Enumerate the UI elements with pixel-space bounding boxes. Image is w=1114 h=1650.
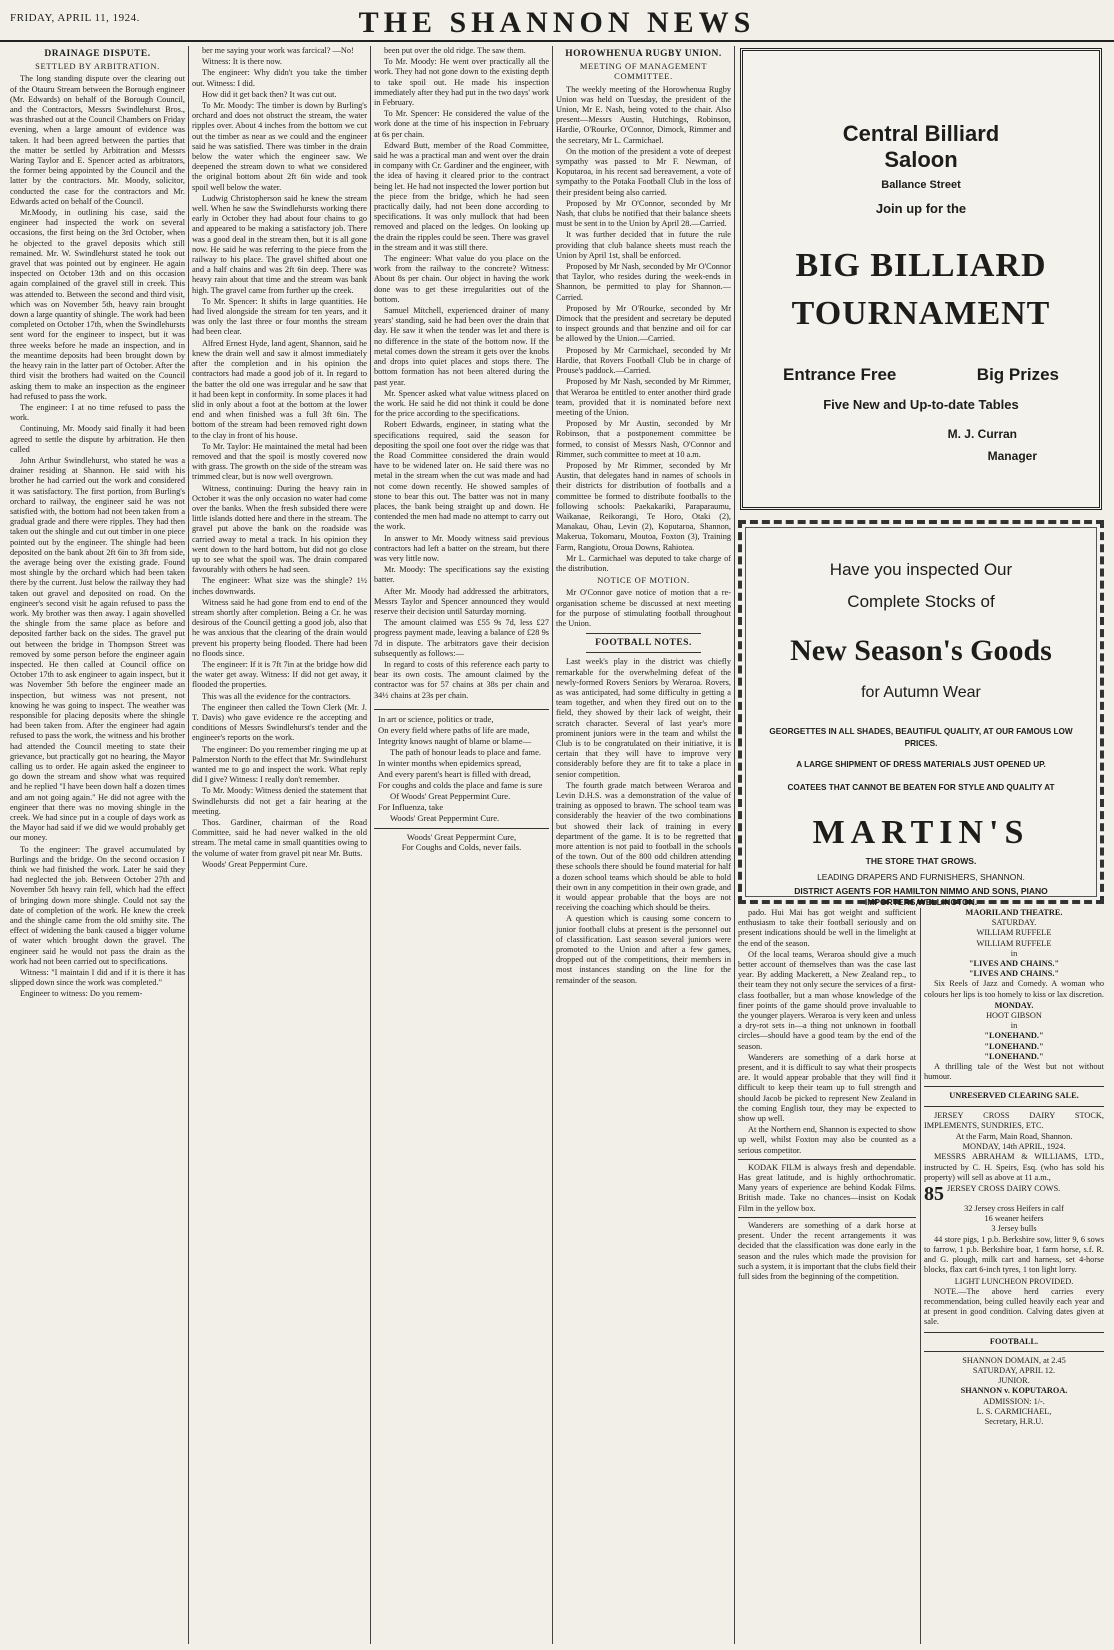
store-tagline: THE STORE THAT GROWS. xyxy=(865,856,977,866)
poem-line: In winter months when epidemics spread, xyxy=(378,757,522,768)
article-paragraph: The long standing dispute over the clearing out of the Otauru Stream between the Borough engineer (Mr. Edwards) on behalf of the Borough Council, and the Contractors, Messrs Swindlehurst Bros., was thrashed out at the Council Chambers on Friday evening, when a large amount of evidence was taken. It had been agreed between the parties that the matter be settled by Arbitration and Messrs Waring Taylor and E. Spencer acted as arbitrators, the former being appointed by the Council and the latter by the contractors. Mr. Moody, solicitor, conducted the case for the contractors and Mr. Edwards acted on behalf of the Council. xyxy=(10,74,185,206)
poem-line: For Influenza, take xyxy=(378,801,444,812)
ad-line: COATEES THAT CANNOT BE BEATEN FOR STYLE AND QUALITY AT xyxy=(787,783,1055,792)
ad-title xyxy=(743,121,1099,173)
article-paragraph: It was further decided that in future the rule providing that club balance sheets must reach the Union by April 1st, shall be enforced. xyxy=(556,230,731,260)
section-rule xyxy=(586,652,701,653)
article-paragraph: To Mr. Moody: Witness denied the statement that Swindlehursts did not get a fair hearing at the meeting. xyxy=(192,786,367,816)
article-heading: DRAINAGE DISPUTE. xyxy=(44,49,151,59)
article-paragraph: Witness: "I maintain I did and if it is there it has slipped down since the work was completed." xyxy=(10,968,185,988)
article-paragraph: A question which is causing some concern to junior football clubs at present is the personnel out of classification. Last season several juniors were promoted to the Union and after a few games, dropped out of the competitions, their members in most instances standing on the line for the remainder of the season. xyxy=(556,914,731,985)
article-paragraph: Proposed by Mr O'Rourke, seconded by Mr Dimock that the president and secretary be deputed to inspect grounds and that benzine and oil for car be allowed by the Union.—Carried. xyxy=(556,303,731,344)
article-paragraph: Mr L. Carmichael was deputed to take charge of the distribution. xyxy=(556,553,731,573)
article-paragraph: Woods' Great Peppermint Cure. xyxy=(202,859,308,869)
ad-title-line: Central Billiard xyxy=(842,121,1000,146)
article-paragraph: John Arthur Swindlehurst, who stated he was a drainer residing at Shannon. He said with his brother he had carried out the work and considered it was satisfactory. The first portion, from Burling's orchard to railway, the engineer said he was not satisfied with, the bottom had not been taken from a gradual grade and there were ripples. They had then taken out the shingle and cut out timber in one piece pointed out by the engineer. The shingle had been deposited on the bank about 2ft 6in to 3ft from side, the average being over the existing grade. Found most shingle by the orchard which had been taken there by the current. Just below the railway they had taken out gravel and deposited on road. On the engineer's second visit he again refused to pass the work. My brother was then away. I again shovelled the shingle from the same place as before and deposited farther back on the sides. The gravel put out between the bridge in Thompson Street was removed by some person before the engineer again inspected. He then called at Council office on October 17th to ask engineer to again inspect, but it was November 5th before the engineer made an inspection, but witness was not present, not knowing he was going to inspect. The weather was responsible for placing deposits where the shingle had been taken from. After the engineer had again refused to pass the work, the witness and his brother had attended the Council meeting to state their grievance, but practically got no hearing, the Mayor calling us to order. He again asked the engineer to go down the stream and show what was required and he replied "I have been down half a dozen times and am not going again." He did not agree with the engineer that there was no moving shingle in the creek. We had since put in a couple of days work as the Mayor had said if we did we would probably get our money. xyxy=(10,455,185,843)
column-notices xyxy=(924,908,1104,1644)
article-paragraph: To Mr. Moody: He went over practically all the work. They had not gone down to the existing depth to take spoil out. He made his inspection immediately after they had put in the two days' work in February. xyxy=(374,57,549,108)
notice-heading: NOTICE OF MOTION. xyxy=(597,575,690,586)
column-football-notes-continued xyxy=(738,908,916,1644)
football-line: SHANNON DOMAIN, at 2.45 xyxy=(962,1355,1066,1365)
film-title: "LONEHAND." xyxy=(984,1051,1044,1061)
column-rugby-union xyxy=(556,46,731,1644)
football-line: ADMISSION: 1/-. xyxy=(983,1396,1045,1406)
article-paragraph: Proposed by Mr Rimmer, seconded by Mr Austin, that delegates hand in names of schools in their districts for distribution of footballs and a committee be formed to distribute footballs to the following schools: Paekakariki, Paraparaumu, Waikanae, Reikorangi, Te Horo, Otaki (2), Manakau, Ohau, Levin (2), Koputaroa, Shannon, Makerua, Tokomaru, Moutoa, Foxton (3), Training Farm, Rangiotu, Oroua Downs, Rahiotea. xyxy=(556,460,731,552)
sale-line: JERSEY CROSS DAIRY COWS. xyxy=(947,1184,1061,1194)
sale-line: 32 Jersey cross Heifers in calf xyxy=(964,1204,1064,1214)
ad-line: Woods' Great Peppermint Cure, xyxy=(406,831,517,842)
article-paragraph: The engineer: I at no time refused to pass the work. xyxy=(10,402,185,423)
ad-line: DISTRICT AGENTS FOR HAMILTON NIMMO AND SONS, PIANO IMPORTERS,WELLINGTON. xyxy=(794,886,1048,907)
sale-heading: UNRESERVED CLEARING SALE. xyxy=(949,1091,1079,1101)
article-paragraph: Of the local teams, Weraroa should give a much better account of themselves than was the case last year. By adding Mackerett, a New Zealand rep., to their team they not only secure the services of a first-class footballer, but a man whose knowledge of the finer points of the game should prove invaluable to the younger players. Weraroa is very keen and unless a dry-rot sets in—a thing not unknown in football circles—should have a good team by the end of the season. xyxy=(738,949,916,1051)
article-paragraph: Engineer to witness: Do you remem- xyxy=(20,989,143,999)
ad-line: for Autumn Wear xyxy=(861,684,981,701)
ad-line: GEORGETTES IN ALL SHADES, BEAUTIFUL QUALITY, AT OUR FAMOUS LOW PRICES. xyxy=(769,727,1073,748)
kodak-ad: KODAK FILM is always fresh and dependable. Has great latitude, and is highly orthochromatic. Many years of experience are behind Kodak Films. British made. Take no chances—insist on Kodak Film in the yellow box. xyxy=(738,1159,916,1218)
column-drainage-continued xyxy=(192,46,367,1644)
ad-line: LEADING DRAPERS AND FURNISHERS, SHANNON. xyxy=(817,872,1025,882)
article-paragraph: ber me saying your work was farcical? —No! xyxy=(202,46,354,55)
billiard-saloon-ad xyxy=(740,48,1102,510)
theatre-star: WILLIAM RUFFELE xyxy=(976,938,1052,948)
article-paragraph: Continuing, Mr. Moody said finally it had been agreed to settle the dispute by arbitration. He then called xyxy=(10,424,185,454)
martins-drapers-ad xyxy=(738,520,1104,907)
theatre-day: SATURDAY. xyxy=(991,918,1037,928)
article-paragraph: Proposed by Mr Carmichael, seconded by Mr Hardie, that Rovers Football Club be in charge of Prouse's paddock.—Carried. xyxy=(556,345,731,376)
ad-title-line: Saloon xyxy=(884,147,958,172)
section-rule xyxy=(924,1086,1104,1087)
article-paragraph: The engineer: What size was the shingle? 1½ inches downwards. xyxy=(192,576,367,596)
film-description: A thrilling tale of the West but not without humour. xyxy=(924,1062,1104,1082)
section-rule xyxy=(924,1332,1104,1333)
article-paragraph: Mr. Spencer asked what value witness placed on the work. He said he did not think it could be done for the price according to the specifications. xyxy=(374,388,549,419)
theatre-in: in xyxy=(1010,1021,1018,1031)
theatre-star: HOOT GIBSON xyxy=(986,1011,1042,1021)
poem-line: The path of honour leads to place and fame. xyxy=(390,746,542,757)
article-paragraph: Alfred Ernest Hyde, land agent, Shannon, said he knew the drain well and saw it almost immediately after the completion and in his opinion the contractors had made a good job of it. In regard to the batter the old one was irregular and he saw that it had been kept in conformity. In some places it had slid in only about a foot at the bottom at the lower end and when finished was a full 3ft 6in. The bottom of the stream had been removed right down to the clay in front of his house. xyxy=(192,338,367,440)
sale-line: JERSEY CROSS DAIRY STOCK, IMPLEMENTS, SUNDRIES, ETC. xyxy=(924,1110,1104,1130)
sale-line: MESSRS ABRAHAM & WILLIAMS, LTD., instructed by C. H. Speirs, Esq. (who has sold his property) will sell as above at 11 a.m., xyxy=(924,1152,1104,1182)
article-paragraph: Thos. Gardiner, chairman of the Road Committee, said he had never walked in the old stream. The metal came in small quantities owing to the volume of water from gravel pit near Mr. Butts. xyxy=(192,818,367,858)
article-paragraph: Robert Edwards, engineer, in stating what the specifications required, said the season for depositing the spoil one foot over the ridge was that the Road Committee considered the drain would have to be widened later on. He said there was no metal in the stream when the cut was made and had not come down recently. He showed samples of stone to bear this out. The batter was not in many places, the bank being straight up and down. He contended the men had made no attempt to carry out the work. xyxy=(374,420,549,532)
football-line: Secretary, H.R.U. xyxy=(984,1416,1044,1426)
football-line: JUNIOR. xyxy=(998,1376,1030,1386)
theatre-day: MONDAY. xyxy=(994,1000,1034,1010)
article-paragraph: How did it get back then? It was cut out. xyxy=(202,89,337,99)
football-line: L. S. CARMICHAEL, xyxy=(976,1406,1052,1416)
section-rule xyxy=(586,633,701,634)
ad-join: Join up for the xyxy=(875,201,967,216)
article-paragraph: The engineer: Why didn't you take the timber out. Witness: I did. xyxy=(192,68,367,88)
sale-line: NOTE.—The above herd carries every recommendation, being culled heavily each year and at present in good condition. Calving dates given at sale. xyxy=(924,1286,1104,1327)
film-title: "LONEHAND." xyxy=(984,1041,1044,1051)
article-paragraph: To the engineer: The gravel accumulated by Burlings and the bridge. On the second occasion I think we had finished the work. Later he said they had neglected the job. Between October 27th and November 5th heavy rain fell, which had the effect of bringing down more shingle. Could not say the date of completion of the work. He knew the creek and the shingle came from the old smithy site. The effect of widening the bank caused a bigger volume of water which brought down the gravel. The engineer said he would not pass the drain as the work had not been carried out to specifications. xyxy=(10,844,185,966)
column-drainage-final xyxy=(374,46,549,1644)
column-divider xyxy=(920,908,921,1644)
film-title: "LONEHAND." xyxy=(984,1031,1044,1041)
poem-line: Woods' Great Peppermint Cure. xyxy=(390,812,500,823)
article-subheading: SETTLED BY ARBITRATION. xyxy=(35,61,160,72)
ad-line: Have you inspected Our xyxy=(829,560,1013,579)
sale-cows xyxy=(924,1183,1104,1206)
ad-street: Ballance Street xyxy=(881,179,961,191)
sale-line: 3 Jersey bulls xyxy=(991,1224,1037,1234)
article-paragraph: been put over the old ridge. The saw them. xyxy=(384,46,526,55)
article-paragraph: Witness said he had gone from end to end of the stream shortly after completion. Being a Cr. he was desirous of the Council getting a good job, also that he was anxious that the clearing of the drain would prevent his property being flooded. There had been no floods since. xyxy=(192,597,367,658)
film-description: Six Reels of Jazz and Comedy. A woman who colours her lips is too homely to kiss or lax discretion. xyxy=(924,979,1104,999)
article-paragraph: The amount claimed was £55 9s 7d, less £27 progress payment made, leaving a balance of £28 9s 7d in dispute. The arbitrators gave their decision subsequently as follows:— xyxy=(374,618,549,658)
poem-line: Integrity knows naught of blame or blame— xyxy=(378,735,532,746)
football-line: SHANNON v. KOPUTAROA. xyxy=(960,1386,1068,1396)
article-paragraph: The fourth grade match between Weraroa and Levin D.H.S. was a demonstration of the value of training as opposed to brawn. The school team was considerably the heavier of the two combinations but showed their lack of training in every department of the game. It is to be regretted that more attention is not paid to football in the schools of the town. Out of the 800 odd children attending these schools there should be found material for half a dozen school teams which should be able to hold their own in any competition in their own grade, and it would appear probable that the boys are not receiving the coaching which should be theirs. xyxy=(556,780,731,913)
column-divider xyxy=(552,46,553,1644)
poem-line: On every field where paths of life are made, xyxy=(378,724,530,735)
article-paragraph: The engineer: If it is 7ft 7in at the bridge how did the water get away. Witness: If did not get away, it flooded the properties. xyxy=(192,659,367,690)
article-paragraph: pado. Hui Mai has got weight and sufficient enthusiasm to take their football seriously and on present indications should be well in the limelight at the end of the season. xyxy=(738,908,916,948)
poem-line: And every parent's heart is filled with dread, xyxy=(378,768,531,779)
article-paragraph: In answer to Mr. Moody witness said previous contractors had left a batter on the stream, but there was very little now. xyxy=(374,533,549,563)
article-paragraph: At the Northern end, Shannon is expected to show up well, whilst Foxton may also be counted as a serious competitor. xyxy=(738,1125,916,1155)
issue-date: FRIDAY, APRIL 11, 1924. xyxy=(10,12,140,24)
article-paragraph: Ludwig Christopherson said he knew the stream well. When he saw the Swindlehursts working there early in October they had about four chains to go and appeared to be making a satisfactory job. There was a good deal in the stream then, but it is all gone now. He said he was referring to the piece from the railway to his place. The gravel shifted about one and a half chains and was 2ft 6in deep. There was heavy rain about that time and the stream was bank high. The gravel came from further up the creek. xyxy=(192,193,367,295)
article-paragraph: Witness: It is there now. xyxy=(202,57,283,67)
sale-line: 44 store pigs, 1 p.b. Berkshire sow, litter 9, 6 sows to farrow, 1 p.b. Berkshire boar, 1 farm horse, s.f. R. and G. plough, milk cart and harness, set 4-horse blocks, flax cart 6-inch tyres, 1 ton light lorry. xyxy=(924,1234,1104,1275)
article-paragraph: The engineer: What value do you place on the work from the railway to the concrete? Witness: About 8s per chain. Our object in having the work done was to get these irregularities out of the bottom. xyxy=(374,254,549,304)
sale-line: MONDAY, 14th APRIL, 1924. xyxy=(962,1142,1066,1152)
ad-entrance-free: Entrance Free xyxy=(783,365,897,384)
ad-tournament: TOURNAMENT xyxy=(791,295,1051,332)
poem-line: In art or science, politics or trade, xyxy=(378,713,494,724)
column-divider xyxy=(370,46,371,1644)
article-paragraph: In regard to costs of this reference each party to bear its own costs. The amount claimed by the contractor was for 57 chains at 38s per chain and 34½ chains at 23s per chain. xyxy=(374,659,549,700)
article-paragraph: Last week's play in the district was chiefly remarkable for the overwhelming defeat of the newly-formed Rovers Seniors by Weraroa. Rovers, as was anticipated, had some difficulty in getting a team together, and when they fired out on to the field, they showed by their lack of weight, their scratch character. Several of last year's more prominent juniors were in the team and whilst the Club is to be congratulated on their initiative, it is certain that they will have to improve very considerably before they are fit to take a place in senior competition. xyxy=(556,657,731,779)
football-heading: FOOTBALL. xyxy=(989,1336,1039,1346)
theatre-heading: MAORILAND THEATRE. xyxy=(965,908,1063,917)
article-paragraph: To Mr. Taylor: He maintained the metal had been removed and that the spoil is mostly covered now with grass. The growth on the side of the stream was trimmed clear, but is now well overgrown. xyxy=(192,441,367,482)
manager-name: M. J. Curran xyxy=(947,427,1017,441)
manager-title: Manager xyxy=(987,449,1037,463)
ad-manager xyxy=(948,423,1037,467)
article-heading: HOROWHENUA RUGBY UNION. xyxy=(565,49,722,59)
store-name: MARTIN'S xyxy=(812,814,1030,851)
article-paragraph: Mr.Moody, in outlining his case, said the engineer had inspected the work on several occasions, the first being on the 3rd October, when he objected to the gravel deposits which still remained. Mr. W. Swindlehurst stated he took out gravel that was pointed out by engineer. He again inspected on October 13th and on this occasion again complained of the gravel still in creek. This was attended to. Between the second and third visit, which was on November 5th, heavy rain brought down a large quantity of shingle. The work had been completed on October 17th, when the Swindlehursts sent word for the engineer to inspect, but it was three weeks before he made an inspection, and in the meantime deposits had been brought down by the heavy rain in the latter part of October. After the third visit the brothers had waited on the Council asking them to make an inspection as the engineer had refused to pass the work. xyxy=(10,208,185,401)
masthead xyxy=(0,0,1114,42)
article-paragraph: Mr O'Connor gave notice of motion that a re-organisation scheme be discussed at next meeting for the purpose of stimulating football throughout the Union. xyxy=(556,588,731,628)
column-divider xyxy=(188,46,189,1644)
section-rule xyxy=(924,1351,1104,1352)
ad-big-billiard: BIG BILLIARD xyxy=(795,247,1047,284)
sale-line: At the Farm, Main Road, Shannon. xyxy=(955,1132,1073,1142)
article-paragraph: This was all the evidence for the contractors. xyxy=(202,691,351,701)
article-paragraph: Wanderers are something of a dark horse at present, and it is difficult to say what their prospects are. It would appear probable that they will find it difficult to keep their team up to full strength and should Jacob be picked to represent New Zealand in the coming English tour, they may be expected to show up well. xyxy=(738,1052,916,1124)
sale-number: 85 xyxy=(924,1183,944,1206)
theatre-star: WILLIAM RUFFELE xyxy=(976,928,1052,938)
article-paragraph: Proposed by Mr Nash, seconded by Mr O'Connor that Taylor, who resides during the week-ends in Shannon, be permitted to play for Shannon.—Carried. xyxy=(556,262,731,302)
sale-line: 16 weaner heifers xyxy=(984,1214,1044,1224)
article-paragraph: The weekly meeting of the Horowhenua Rugby Union was held on Tuesday, the president of the Union, Mr E. Nash, being voted to the chair. Also present—Messrs Austin, Hutchings, Robinson, Hardie, O'Rourke, O'Connor, Dimock, Rimmer and the secretary, Mr L. Carmichael. xyxy=(556,84,731,145)
ad-line: A LARGE SHIPMENT OF DRESS MATERIALS JUST OPENED UP. xyxy=(796,760,1046,769)
ad-line: For Coughs and Colds, never fails. xyxy=(401,842,522,852)
ad-big-prizes: Big Prizes xyxy=(976,365,1059,384)
article-paragraph: Wanderers are something of a dark horse at present. Under the recent arrangements it was decided that the classification was done early in the season and the rules which made the provision for such a system, it is important that the clubs field their full sides from the beginning of the competition. xyxy=(738,1220,916,1281)
theatre-in: in xyxy=(1010,948,1018,958)
article-paragraph: Proposed by Mr Nash, seconded by Mr Rimmer, that Weraroa be entitled to enter another third grade team, provided that it is nominated before next meeting of the Union. xyxy=(556,377,731,417)
article-paragraph: Proposed by Mr O'Connor, seconded by Mr Nash, that clubs be notified that their balance sheets must be sent in to the Union by April 28.—Carried. xyxy=(556,198,731,229)
article-paragraph: To Mr. Spencer: He considered the value of the work done at the time of his inspection in February at 6s per chain. xyxy=(374,109,549,139)
film-title: "LIVES AND CHAINS." xyxy=(968,959,1060,969)
article-paragraph: Mr. Moody: The specifications say the existing batter. xyxy=(374,565,549,585)
article-paragraph: Proposed by Mr Austin, seconded by Mr Robinson, that a postponement committee be formed, to consist of Messrs Nash, O'Connor and Rimmer, such committee to meet at 10 a.m. xyxy=(556,419,731,459)
article-subheading: MEETING OF MANAGEMENT COMMITTEE. xyxy=(579,61,708,82)
article-paragraph: Samuel Mitchell, experienced drainer of many years' standing, said he had been over the drain that day. He saw it when the tender was let and there is no difference in the state of the bottom now. If the metal comes down the stream it gets over the knobs and drops into quiet places and stops there. The bottom formation has not been altered during the past year. xyxy=(374,306,549,387)
ad-headline: New Season's Goods xyxy=(790,634,1052,667)
article-paragraph: The engineer: Do you remember ringing me up at Palmerston North to the effect that Mr. Swindlehurst wanted me to go and inspect the work. What reply did I give? Witness: I really don't remember. xyxy=(192,744,367,785)
article-paragraph: After Mr. Moody had addressed the arbitrators, Messrs Taylor and Spencer announced they would reserve their decision until Saturday morning. xyxy=(374,586,549,616)
film-title: "LIVES AND CHAINS." xyxy=(968,969,1060,979)
peppermint-cure-poem xyxy=(374,709,549,824)
section-rule xyxy=(924,1106,1104,1107)
poem-line: For coughs and colds the place and fame is sure xyxy=(378,779,543,790)
article-paragraph: Edward Butt, member of the Road Committee, said he was a practical man and went over the drain in company with Cr. Gardiner and the engineer, with the idea of having it cleared prior to the contract being let. He had not inspected the lower portion but the piece from the bridge, which he had seen practically daily, had not been done according to specifications. It was only mullock that had been removed and placed on the ledges. On looking up the drain the ripples could be seen. There was gravel in the stream and it was still there. xyxy=(374,140,549,252)
article-heading: FOOTBALL NOTES. xyxy=(595,638,692,649)
ad-tables: Five New and Up-to-date Tables xyxy=(823,397,1019,412)
column-drainage-dispute xyxy=(10,46,185,1644)
poem-line: Of Woods' Great Peppermint Cure. xyxy=(390,790,511,801)
football-line: SATURDAY, APRIL 12. xyxy=(972,1365,1056,1375)
newspaper-title: THE SHANNON NEWS xyxy=(358,6,756,39)
article-paragraph: On the motion of the president a vote of deepest sympathy was passed to Mr F. Newman, of Koputaroa, in his recent sad bereavement, a vote of sympathy to the Potaka Football Club in the loss of their president being also carried. xyxy=(556,146,731,197)
peppermint-cure-ad xyxy=(374,828,549,852)
article-paragraph: The engineer then called the Town Clerk (Mr. J. T. Davis) who gave evidence re the accepting and conditions of Messrs Swindlehurst's tender and the engineer's reports on the work. xyxy=(192,702,367,743)
column-divider xyxy=(734,46,735,1644)
article-paragraph: To Mr. Spencer: It shifts in large quantities. He had lived alongside the stream for ten years, and it was only the last three or four months the stream had been clear. xyxy=(192,296,367,337)
sale-line: LIGHT LUNCHEON PROVIDED. xyxy=(954,1276,1074,1286)
article-paragraph: Witness, continuing: During the heavy rain in October it was the only occasion no water had come over the banks. When the fresh subsided there were little islands dotted here and there in the stream. The gravel put above the bank on the roadside was carried away to metal a track. In his opinion they went down to the hard bottom, but did not go close up to see what the spoil was. The drain compared favourably with others he had seen. xyxy=(192,483,367,575)
ad-line: Complete Stocks of xyxy=(847,592,995,611)
article-paragraph: To Mr. Moody: The timber is down by Burling's orchard and does not obstruct the stream, the water ripples over. About 4 inches from the bottom we cut out the timber as near as we could and the engineer said he was satisfied. There was timber in the drain below the water which the engineer saw. We deepened the stream down to what we considered the original bottom about 2ft 6in wide and took spoil well below the water. xyxy=(192,101,367,192)
